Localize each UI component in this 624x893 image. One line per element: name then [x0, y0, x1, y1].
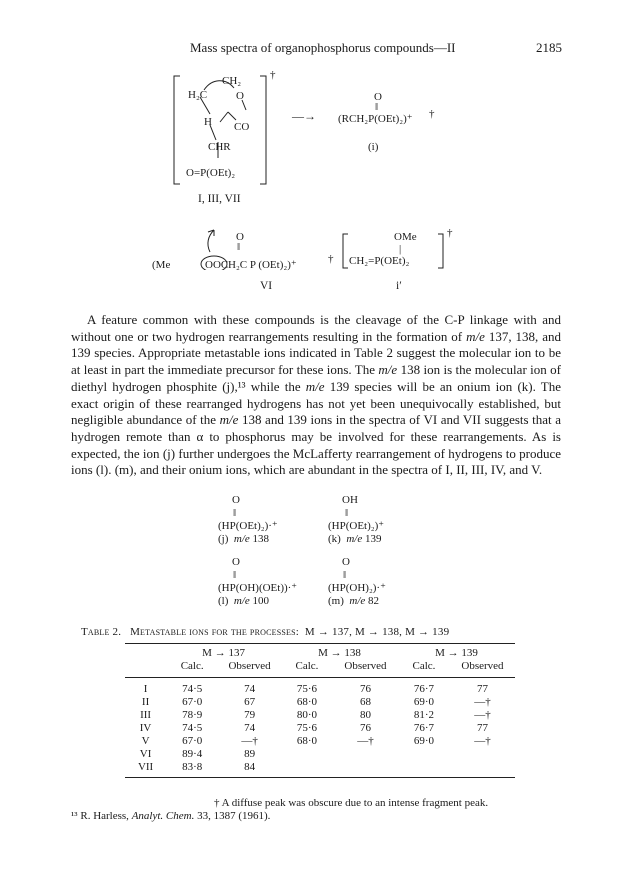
row-label: VII [125, 761, 166, 778]
ch2-group: CH₂ [222, 75, 242, 87]
column-header: Calc. [166, 660, 218, 678]
table-cell [333, 748, 398, 761]
ion-i-prime-dagger: † [447, 227, 453, 239]
text-run: 137, 138, and 139 species. Appropriate metastable ions indicated in Table 2 suggest the molecular ion to be at least in part the immediate precursor for these ions. The [71, 328, 561, 378]
vi-double-bond: ‖ [237, 241, 241, 253]
table-cell: 69·0 [413, 735, 435, 747]
ion-k [328, 494, 384, 546]
table-cell [398, 761, 450, 778]
ion-l-bond: ‖ [233, 569, 237, 581]
table-cell [333, 761, 398, 778]
table-cell: 76 [359, 683, 371, 695]
ion-k-top: OH [342, 494, 358, 506]
table-cell: 67 [244, 696, 256, 708]
reference-details: 33, 1387 (1961). [194, 810, 271, 822]
table-row [125, 735, 515, 748]
ring-oxygen: O [236, 90, 244, 102]
ion-l-letter: (l) [218, 595, 229, 607]
structure-label-i-prime: i′ [396, 280, 402, 292]
table-row [125, 696, 515, 709]
table-cell: 74·5 [182, 722, 203, 734]
ion-j-top: O [232, 494, 240, 506]
table-cell: 84 [218, 761, 281, 778]
group-header: M → 139 [398, 644, 515, 661]
column-header: Calc. [398, 660, 450, 678]
table-row [125, 722, 515, 735]
ion-j [218, 494, 278, 546]
me-italic: m/e [219, 412, 239, 428]
column-header: Observed [450, 660, 515, 678]
me-italic: m/e [233, 595, 250, 607]
table-cell [450, 748, 515, 761]
table-cell: 78·9 [182, 709, 203, 721]
table-cell: 79 [244, 709, 256, 721]
ion-m-mass: 82 [368, 595, 380, 607]
dagger-footnote: † A diffuse peak was obscure due to an intense fragment peak. [214, 797, 489, 809]
ion-l-caption [218, 595, 297, 608]
vi-ester-group: OOC [205, 259, 229, 271]
table-cell: 77 [476, 683, 488, 695]
reference-number: ¹³ [71, 810, 78, 822]
table-cell: 68·0 [296, 735, 318, 747]
table-cell: 68·0 [296, 696, 318, 708]
ion-i-formula: (RCH₂P(OEt)₂)⁺ [338, 113, 413, 125]
carbonyl-oxygen: O [374, 91, 382, 103]
table-cell: 69·0 [413, 696, 435, 708]
table-cell: 76·7 [413, 722, 435, 734]
text-run: 139 species will be an onium ion (k). The exact origin of these rearranged hydrogens has not yet been unequivocally established, but negligible abundance of the [71, 378, 561, 428]
row-label: V [141, 735, 150, 747]
vi-formula-rest: H₂C P (OEt)₂)⁺ [228, 259, 297, 271]
ion-m-caption [328, 595, 386, 608]
table-cell: 74 [244, 683, 256, 695]
co-group: CO [234, 121, 250, 133]
ion-j-caption [218, 533, 278, 546]
me-italic: m/e [466, 328, 485, 344]
vi-methyl: (Me [152, 259, 171, 271]
table-cell: 68 [359, 696, 371, 708]
ion-l-formula: (HP(OH)(OEt))·⁺ [218, 582, 298, 594]
structure-label-vi: VI [260, 280, 273, 292]
radical-cation-dagger: † [270, 69, 276, 81]
ion-m-formula: (HP(OH)₂)·⁺ [328, 582, 386, 594]
table-row [125, 748, 515, 761]
page-number: 2185 [536, 40, 562, 55]
ion-m [328, 556, 386, 608]
table-cell: —† [241, 735, 258, 747]
column-header: Observed [218, 660, 281, 678]
table-caption [81, 626, 449, 638]
table-cell: 75·6 [296, 683, 318, 695]
ring-hydrogen: H [204, 116, 212, 128]
table-cell: —† [474, 735, 491, 747]
double-bond-mark: ‖ [375, 101, 379, 113]
chr-group: CHR [208, 141, 231, 153]
table-cell: 89 [244, 748, 256, 760]
table-cell: 76·7 [413, 683, 435, 695]
table-cell [281, 761, 333, 778]
table-cell [450, 761, 515, 778]
table-cell: —† [357, 735, 374, 747]
ion-m-top: O [342, 556, 350, 568]
ion-m-letter: (m) [328, 595, 344, 607]
table-cell [281, 748, 333, 761]
me-italic: m/e [346, 533, 363, 545]
ion-k-letter: (k) [328, 533, 341, 545]
table-cell: —† [474, 709, 491, 721]
ion-i-dagger: † [429, 108, 435, 120]
table-cell: 89·4 [182, 748, 203, 760]
me-italic: m/e [233, 533, 250, 545]
table-corner-cell [125, 644, 166, 661]
ion-l-top: O [232, 556, 240, 568]
table-label: Table 2. [81, 626, 122, 638]
table-cell: 77 [476, 722, 488, 734]
running-title: Mass spectra of organophosphorus compounds—II [190, 40, 456, 55]
table-cell: 80 [359, 709, 371, 721]
table-cell: 83·8 [166, 761, 218, 778]
group-header: M → 138 [281, 644, 398, 661]
table-corner-cell [125, 660, 166, 678]
metastable-ions-table [125, 643, 515, 778]
table-cell: 76 [359, 722, 371, 734]
table-cell: 74 [244, 722, 256, 734]
ion-m-bond: ‖ [343, 569, 347, 581]
text-run: 138 and 139 ions in the spectra of VI and VII suggests that a hydrogen remote than α to phosphorus may be involved for these rearrangements. As is expected, the ion (j) further undergoes the McLafferty rearrangement of hydrogens to produce ions (l). (m), and their onium ions, which are abundant in the spectra of I, II, III, IV, and V. [71, 412, 561, 478]
vi-dagger: † [328, 253, 334, 265]
row-label: II [141, 696, 150, 708]
table-cell: 67·0 [182, 735, 203, 747]
single-bond-mark: | [399, 243, 402, 255]
structure-cyclic [170, 62, 280, 190]
ion-j-letter: (j) [218, 533, 229, 545]
ion-i-prime-formula: CH₂=P(OEt)₂ [349, 255, 410, 267]
table-row [125, 678, 515, 697]
table-subheader-row [125, 660, 515, 678]
table-cell: 80·0 [296, 709, 318, 721]
row-label: VI [139, 748, 152, 760]
table-cell: 74·5 [182, 683, 203, 695]
ion-j-formula: (HP(OEt)₂)·⁺ [218, 520, 278, 532]
ion-l-mass: 100 [252, 595, 270, 607]
structure-vi [152, 226, 345, 271]
row-label: III [140, 709, 152, 721]
ion-i-prime [338, 228, 458, 272]
ion-k-caption [328, 533, 384, 546]
structure-label-i-iii-vii: I, III, VII [198, 193, 241, 205]
ion-k-formula: (HP(OEt)₂)⁺ [328, 520, 385, 532]
table-caption-text: Metastable ions for the processes: [130, 626, 300, 638]
me-italic: m/e [378, 362, 398, 378]
ion-j-bond: ‖ [233, 507, 237, 519]
me-italic: m/e [349, 595, 366, 607]
ion-k-mass: 139 [364, 533, 382, 545]
table-group-header-row [125, 644, 515, 661]
h2c-group: H₂C [188, 89, 208, 101]
table-row [125, 761, 515, 778]
column-header: Observed [333, 660, 398, 678]
paragraph-text [71, 312, 561, 479]
phosphonate-group: O=P(OEt)₂ [186, 167, 236, 179]
ion-i-label: (i) [368, 141, 379, 153]
table-row [125, 709, 515, 722]
methoxy-group: OMe [394, 231, 417, 243]
column-header: Calc. [281, 660, 333, 678]
vi-carbonyl-oxygen: O [236, 231, 244, 243]
ion-k-bond: ‖ [345, 507, 349, 519]
table-processes: M → 137, M → 138, M → 139 [304, 626, 450, 638]
me-italic: m/e [305, 378, 325, 394]
ion-j-mass: 138 [252, 533, 270, 545]
reference-footnote [71, 810, 270, 822]
table-cell: 67·0 [182, 696, 203, 708]
reference-author: R. Harless, [77, 810, 132, 822]
text-run: 138 ion is the molecular ion of diethyl hydrogen phosphite (j),¹³ while the [71, 362, 561, 394]
row-label: I [143, 683, 148, 695]
table-cell: 81·2 [413, 709, 435, 721]
table-cell [398, 748, 450, 761]
body-paragraph [71, 312, 561, 479]
text-run: A feature common with these compounds is the cleavage of the C-P linkage with and without one or two hydrogen rearrangements resulting in the formation of [71, 312, 561, 344]
reaction-arrow: —→ [292, 109, 316, 123]
table-cell: 75·6 [296, 722, 318, 734]
ion-l [218, 556, 297, 608]
table-cell: —† [474, 696, 491, 708]
group-header: M → 137 [166, 644, 281, 661]
reference-journal: Analyt. Chem. [131, 810, 195, 822]
row-label: IV [139, 722, 152, 734]
